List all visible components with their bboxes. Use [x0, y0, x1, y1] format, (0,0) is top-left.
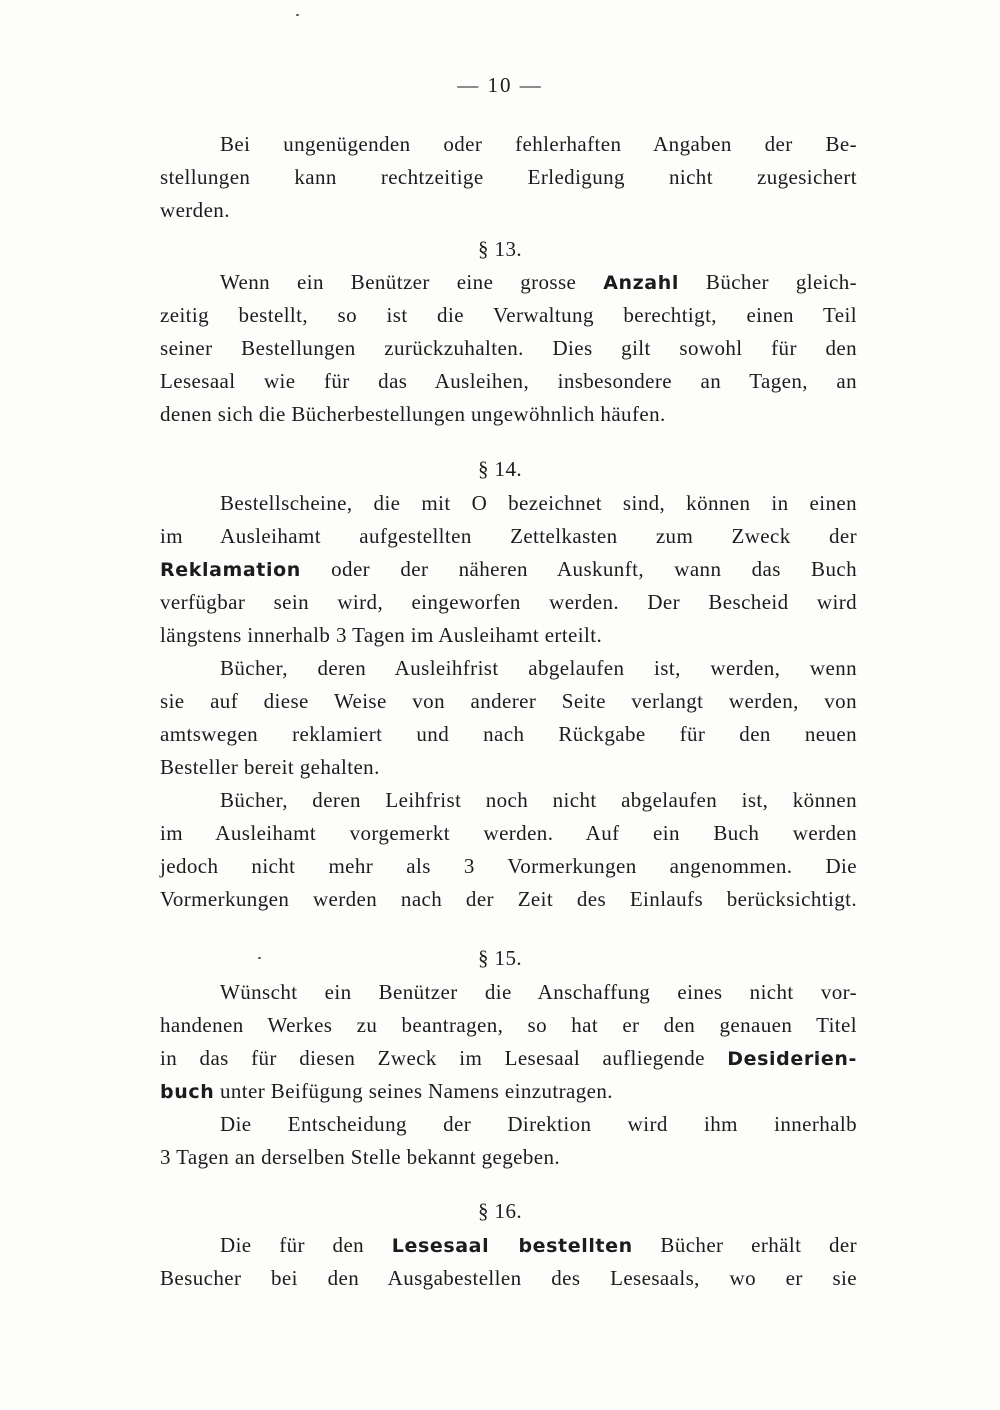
line-text: in das für diesen Zweck im Lesesaal aufliegende [160, 1046, 705, 1070]
emphasis-term: buch [160, 1081, 215, 1103]
text-line: längstens innerhalb 3 Tagen im Ausleihamt erteilt. [160, 623, 603, 647]
line-text: Wenn ein Benützer eine grosse [220, 270, 577, 294]
text-line: stellungen kann rechtzeitige Erledigung nicht zugesichert [160, 165, 857, 189]
section-14-body [160, 487, 857, 916]
text-line: Bücher, deren Ausleihfrist abgelaufen ist, werden, wenn [220, 656, 857, 680]
text-line: Vormerkungen werden nach der Zeit des Einlaufs berücksichtigt. [160, 887, 857, 911]
text-line: verfügbar sein wird, eingeworfen werden. Der Bescheid wird [160, 590, 857, 614]
section-13-heading: § 13. [478, 237, 522, 261]
text-line: Besucher bei den Ausgabestellen des Lesesaals, wo er sie [160, 1266, 857, 1290]
text-line [160, 553, 857, 586]
section-13-body [160, 266, 857, 431]
text-line: im Ausleihamt aufgestellten Zettelkasten zum Zweck der [160, 524, 857, 548]
text-line: Lesesaal wie für das Ausleihen, insbesondere an Tagen, an [160, 369, 857, 393]
text-line: seiner Bestellungen zurückzuhalten. Dies gilt sowohl für den [160, 336, 857, 360]
section-16-heading: § 16. [478, 1199, 522, 1223]
text-line [160, 266, 857, 299]
text-line [160, 1229, 857, 1262]
emphasis-term: Desiderien- [727, 1048, 857, 1070]
text-line: Bestellscheine, die mit O bezeichnet sind, können in einen [220, 491, 857, 515]
emphasis-term: Reklamation [160, 559, 301, 581]
line-text: Bücher erhält der [660, 1233, 858, 1257]
text-line: Die Entscheidung der Direktion wird ihm innerhalb [220, 1112, 857, 1136]
section-16-body [160, 1229, 857, 1295]
line-text: unter Beifügung seines Namens einzutragen. [219, 1079, 613, 1103]
line-text: oder der näheren Auskunft, wann das Buch [331, 557, 857, 581]
section-14-heading: § 14. [478, 457, 522, 481]
intro-paragraph [160, 128, 857, 227]
section-15-body [160, 976, 857, 1174]
text-line: handenen Werkes zu beantragen, so hat er den genauen Titel [160, 1013, 857, 1037]
text-line [160, 1075, 857, 1108]
text-line: Wünscht ein Benützer die Anschaffung eines nicht vor- [220, 980, 857, 1004]
text-line: Besteller bereit gehalten. [160, 755, 380, 779]
scan-speck [296, 14, 299, 16]
text-line: zeitig bestellt, so ist die Verwaltung berechtigt, einen Teil [160, 303, 857, 327]
text-line: jedoch nicht mehr als 3 Vormerkungen angenommen. Die [160, 854, 857, 878]
text-line: werden. [160, 198, 230, 222]
text-line: 3 Tagen an derselben Stelle bekannt gegeben. [160, 1145, 561, 1169]
text-line: Bücher, deren Leihfrist noch nicht abgelaufen ist, können [220, 788, 857, 812]
section-15-heading: § 15. [478, 946, 522, 970]
text-line: im Ausleihamt vorgemerkt werden. Auf ein Buch werden [160, 821, 857, 845]
emphasis-term: Anzahl [603, 272, 679, 294]
text-line: Bei ungenügenden oder fehlerhaften Angaben der Be- [220, 132, 857, 156]
text-line: denen sich die Bücherbestellungen ungewöhnlich häufen. [160, 402, 666, 426]
text-line [160, 1042, 857, 1075]
line-text: Die für den [220, 1233, 365, 1257]
text-line: sie auf diese Weise von anderer Seite verlangt werden, von [160, 689, 857, 713]
emphasis-term: Lesesaal bestellten [391, 1235, 633, 1257]
text-line: amtswegen reklamiert und nach Rückgabe für den neuen [160, 722, 857, 746]
line-text: Bücher gleich- [705, 270, 857, 294]
page-number: — 10 — [457, 73, 543, 97]
